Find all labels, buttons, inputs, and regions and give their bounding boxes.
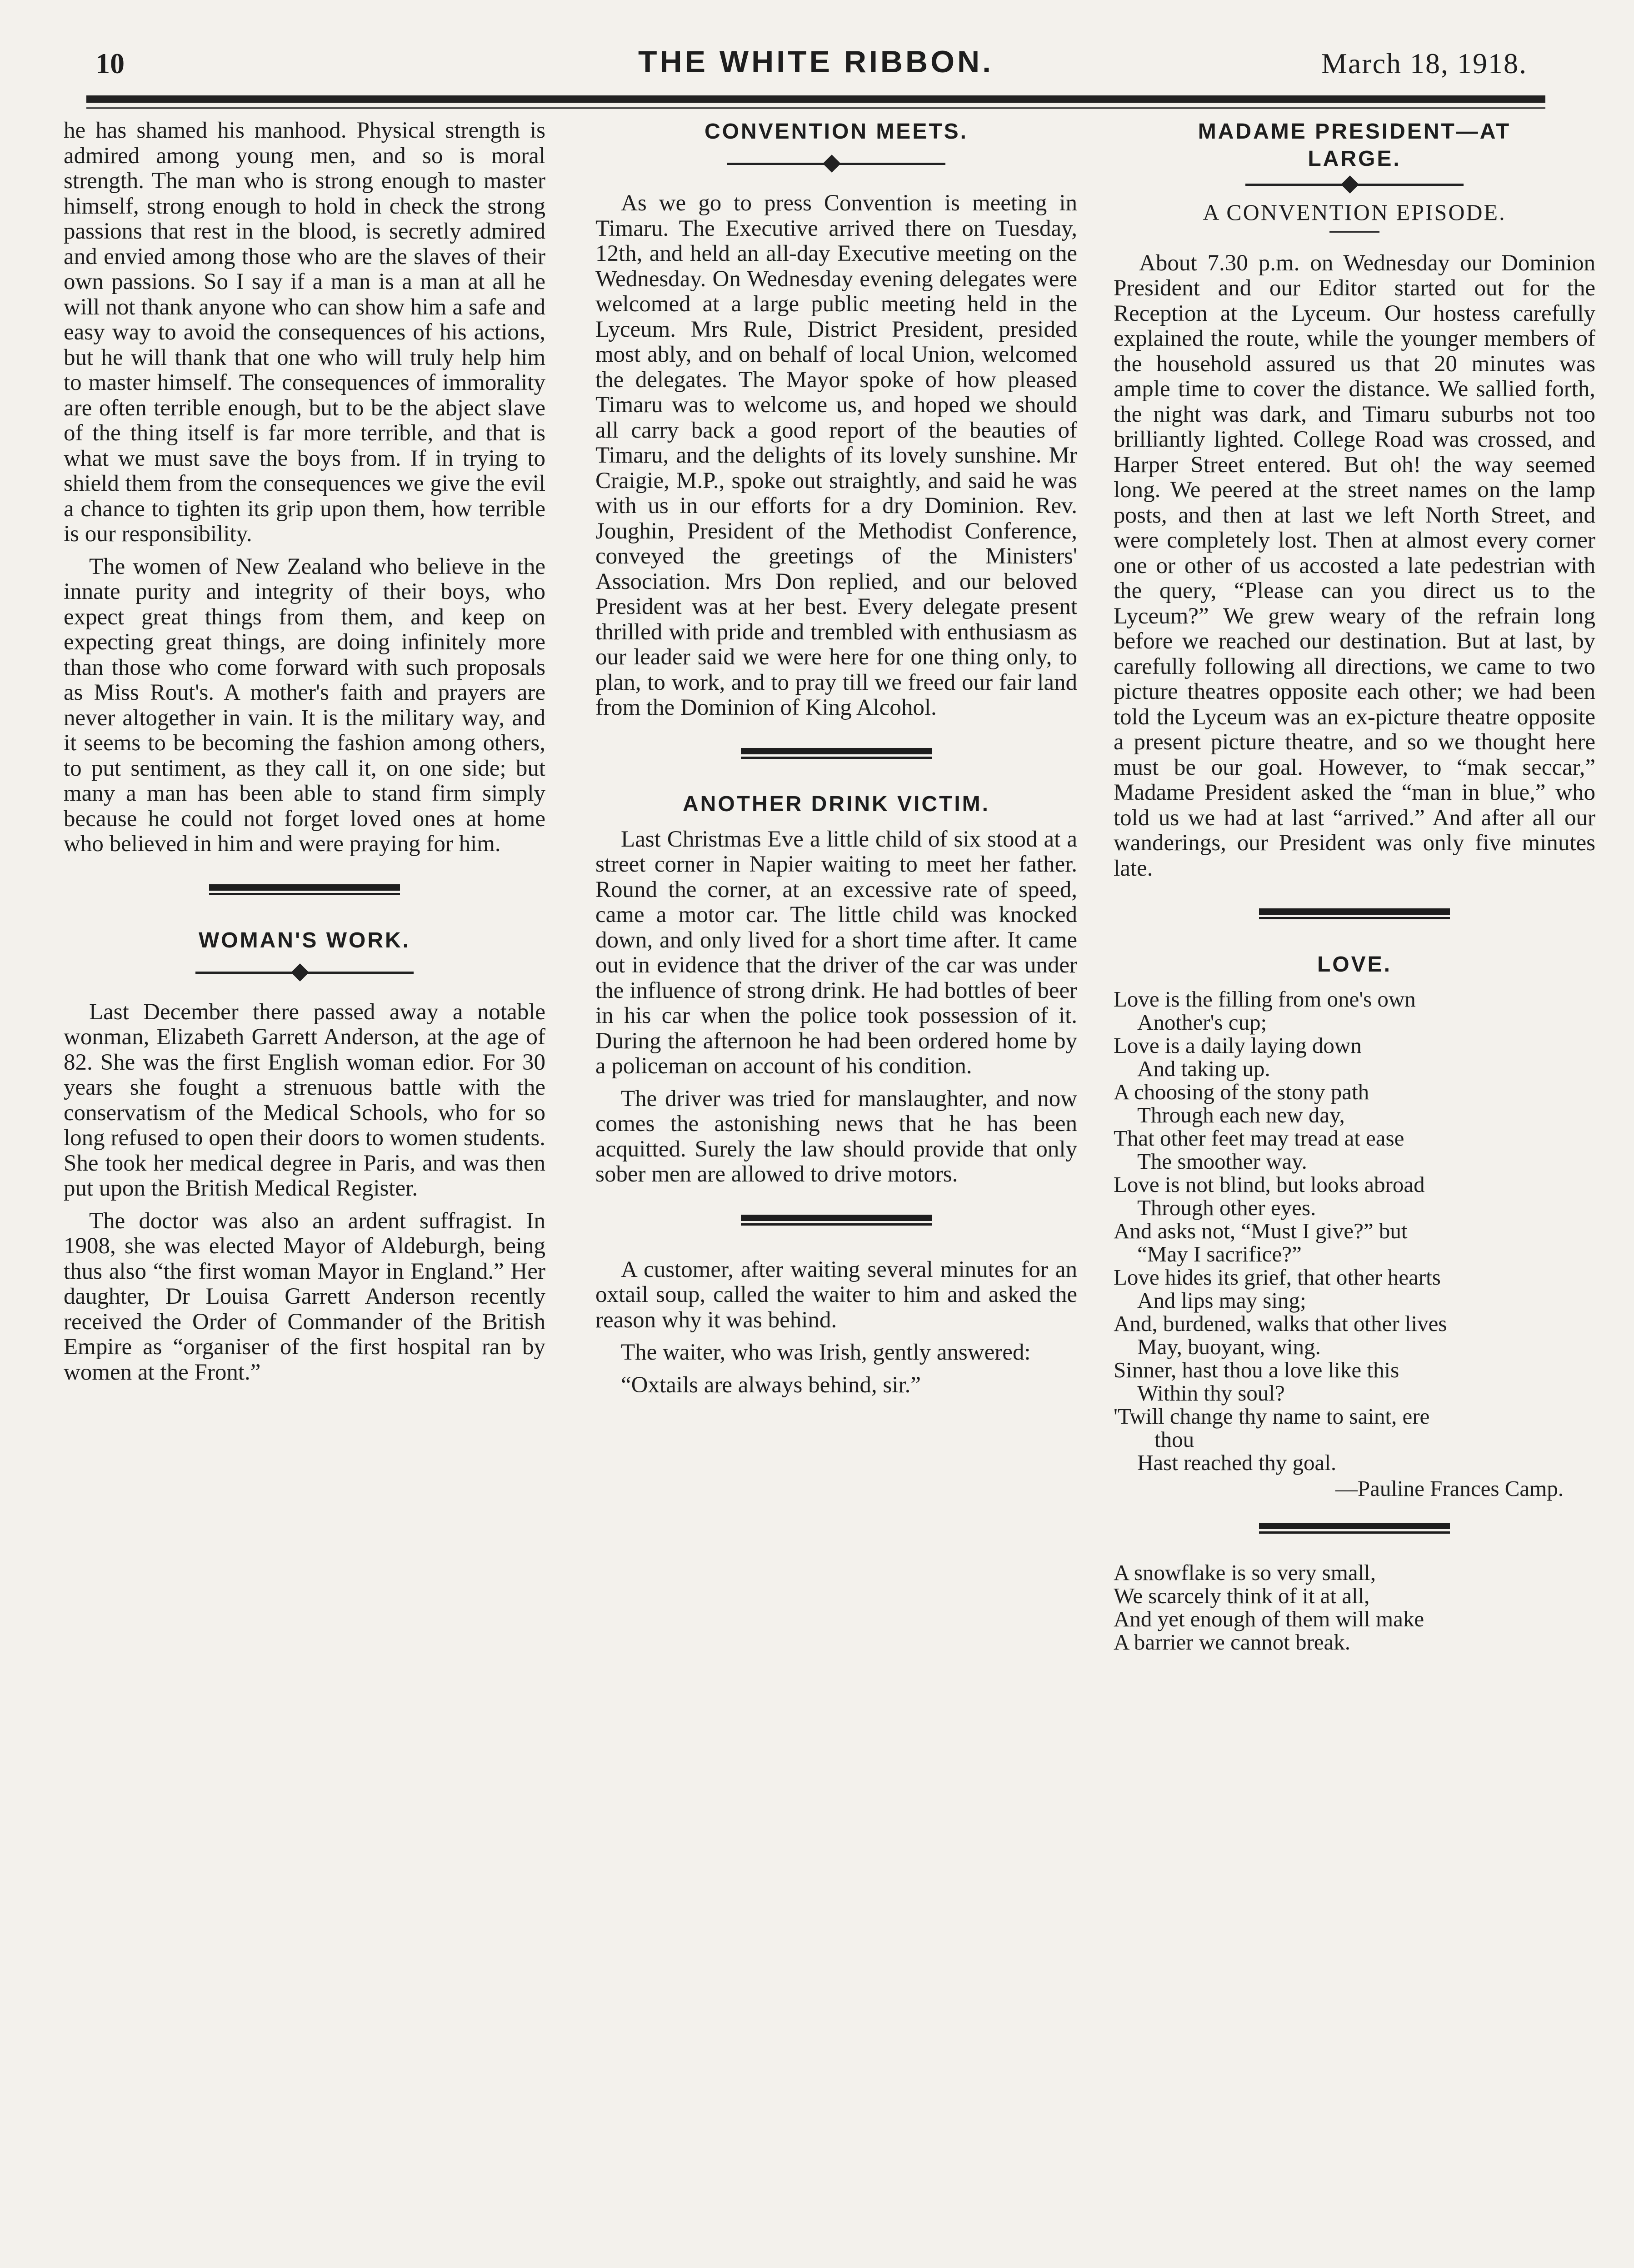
section-divider — [741, 1215, 932, 1226]
poem-line: That other feet may tread at ease — [1114, 1126, 1404, 1151]
heading-ornament — [195, 963, 414, 982]
masthead — [86, 39, 1545, 93]
right-column — [1114, 118, 1595, 1654]
publication-title: THE WHITE RIBBON. — [638, 45, 994, 79]
poem-line: Love hides its grief, that other hearts — [1114, 1265, 1441, 1290]
poem-line: And taking up. — [1137, 1056, 1270, 1081]
poem-line: Through other eyes. — [1137, 1195, 1316, 1220]
header-rule — [86, 95, 1545, 103]
poem-line: And lips may sing; — [1137, 1288, 1306, 1313]
left-column — [64, 118, 545, 1392]
article-paragraph: As we go to press Convention is meeting in Timaru. The Executive arrived there on Tuesday, 12th, and held an all-day Executive meeting on the Wednesday. On Wednesday evening delegates were welcomed at a large public meeting held in the Lyceum. Mrs Rule, District President, presided most ably, and on behalf of local Union, welcomed the delegates. The Mayor spoke of how pleased Timaru was to welcome us, and hoped we should all carry back a good report of the beauties of Timaru, and the delights of its lovely sunshine. Mr Craigie, M.P., spoke out straightly, and said he was with us in our efforts for a dry Dominion. Rev. Joughin, President of the Methodist Conference, conveyed the greetings of the Ministers' Association. Mrs Don replied, and our beloved President was at her best. Every delegate present thrilled with pride and trembled with enthusiasm as our leader said we were here for one thing only, to plan, to work, and to pray till we freed our fair land from the Dominion of King Alcohol. — [595, 190, 1077, 720]
article-paragraph: About 7.30 p.m. on Wednesday our Dominion President and our Editor started out for the Reception at the Lyceum. Our hostess carefully explained the route, while the younger members of the household assured us that 20 minutes was ample time to cover the distance. We sallied forth, the night was dark, and Timaru suburbs not too brilliantly lighted. College Road was crossed, and Harper Street entered. But oh! the way seemed long. We peered at the street names on the lamp posts, and then at last we left North Street, and were completely lost. Then at almost every corner one or other of us accosted a late pedestrian with the query, “Please can you direct us to the Lyceum?” We grew weary of the refrain long before we reached our destination. But at last, by carefully following all directions, we came to two picture theatres opposite each other; we had been told the Lyceum was an ex-picture theatre opposite a present picture theatre, and so we thought here must be our goal. However, to “mak seccar,” Madame President asked the “man in blue,” who told us we had at last “arrived.” And after all our wanderings, our President was only five minutes late. — [1114, 250, 1595, 881]
article-paragraph: Last December there passed away a notable wonman, Elizabeth Garrett Anderson, at the age of 82. She was the first English woman edior. For 30 years she fought a strenuous battle with the conservatism of the Medical Schools, who for so long refused to open their doors to women students. She took her medical degree in Paris, and was then put upon the British Medical Register. — [64, 999, 545, 1201]
poem-line: Sinner, hast thou a love like this — [1114, 1357, 1399, 1382]
poem-line: Love is not blind, but looks abroad — [1114, 1172, 1425, 1197]
article-paragraph: he has shamed his manhood. Physical strength is admired among young men, and so is moral strength. The man who is strong enough to master himself, strong enough to hold in check the strong passions that rest in the blood, is secretly admired and envied among those who are the slaves of their own passions. So I say if a man is a man at all he will not thank anyone who can show him a safe and easy way to avoid the consequences of his actions, but he will thank that one who will truly help him to master himself. The consequences of immorality are often terrible enough, but to be the abject slave of the thing itself is far more terrible, and that is what we must save the boys from. If in trying to shield them from the consequences we give the evil a chance to tighten its grip upon them, how terrible is our responsibility. — [64, 118, 545, 547]
poem-line: thou — [1154, 1427, 1194, 1452]
section-divider — [209, 884, 400, 895]
subheading-rule — [1329, 231, 1379, 233]
poem-line: “May I sacrifice?” — [1137, 1241, 1302, 1266]
section-divider — [1259, 908, 1450, 919]
poem-line: 'Twill change thy name to saint, ere — [1114, 1404, 1430, 1429]
page-number: 10 — [95, 47, 125, 80]
section-divider — [1259, 1523, 1450, 1534]
madame-subheading: A CONVENTION EPISODE. — [1203, 199, 1506, 225]
poem-line: The smoother way. — [1137, 1149, 1307, 1174]
poem-line: Love is the filling from one's own — [1114, 987, 1416, 1012]
love-heading: LOVE. — [1317, 952, 1392, 977]
header-rule-thin — [86, 107, 1545, 109]
poem-line: Hast reached thy goal. — [1137, 1450, 1337, 1475]
poem-line: And asks not, “Must I give?” but — [1114, 1218, 1408, 1243]
convention-heading: CONVENTION MEETS. — [704, 120, 969, 144]
poem-line: And, burdened, walks that other lives — [1114, 1311, 1447, 1336]
anecdote-quote: “Oxtails are always behind, sir.” — [621, 1372, 921, 1398]
poem-line: May, buoyant, wing. — [1137, 1334, 1321, 1359]
poem-line: A snowflake is so very small, — [1114, 1560, 1376, 1585]
snowflake-poem — [1114, 1561, 1595, 1654]
womans-work-heading: WOMAN'S WORK. — [198, 928, 411, 952]
section-divider — [741, 748, 932, 759]
poem-line: And yet enough of them will make — [1114, 1606, 1424, 1631]
heading-ornament — [727, 155, 945, 173]
madame-heading-line1: MADAME PRESIDENT—AT — [1198, 120, 1511, 144]
anecdote-paragraph: The waiter, who was Irish, gently answered: — [621, 1340, 1031, 1365]
heading-ornament — [1245, 175, 1464, 194]
middle-column — [595, 118, 1077, 1398]
article-paragraph: The doctor was also an ardent suffragist. In 1908, she was elected Mayor of Aldeburgh, being thus also “the first woman Mayor in England.” Her daughter, Dr Louisa Garrett Anderson recently received the Order of Commander of the British Empire as “organiser of the first hospital ran by women at the Front.” — [64, 1208, 545, 1385]
poem-line: Love is a daily laying down — [1114, 1033, 1362, 1058]
madame-heading-line2: LARGE. — [1308, 147, 1401, 171]
drink-victim-heading: ANOTHER DRINK VICTIM. — [683, 792, 990, 816]
poem-attribution: —Pauline Frances Camp. — [1335, 1476, 1564, 1501]
poem-line: Through each new day, — [1137, 1102, 1345, 1127]
article-paragraph: The driver was tried for manslaughter, and now comes the astonishing news that he has been acquitted. Surely the law should provide that only sober men are allowed to drive motors. — [595, 1086, 1077, 1187]
anecdote-paragraph: A customer, after waiting several minutes for an oxtail soup, called the waiter to him and asked the reason why it was behind. — [595, 1256, 1077, 1333]
issue-date: March 18, 1918. — [1321, 47, 1527, 80]
poem-line: A choosing of the stony path — [1114, 1079, 1369, 1104]
poem-line: Another's cup; — [1137, 1010, 1267, 1035]
poem-line: We scarcely think of it at all, — [1114, 1583, 1370, 1608]
poem-line: A barrier we cannot break. — [1114, 1630, 1351, 1655]
article-paragraph: Last Christmas Eve a little child of six stood at a street corner in Napier waiting to meet her father. Round the corner, at an excessive rate of speed, came a motor car. The little child was knocked down, and only lived for a short time after. It came out in evidence that the driver of the car was under the influence of strong drink. He had bottles of beer in his car when the police took possession of it. During the afternoon he had been ordered home by a policeman on account of his condition. — [595, 826, 1077, 1079]
poem-line: Within thy soul? — [1137, 1381, 1285, 1406]
article-paragraph: The women of New Zealand who believe in the innate purity and integrity of their boys, who expect great things from them, and keep on expecting great things, are doing infinitely more than those who come forward with such proposals as Miss Rout's. A mother's faith and prayers are never altogether in vain. It is the military way, and it seems to be becoming the fashion among others, to put sentiment, as they call it, on one side; but many a man has been able to stand firm simply because he could not forget loved ones at home who believed in him and were praying for him. — [64, 553, 545, 857]
love-poem — [1114, 987, 1595, 1500]
